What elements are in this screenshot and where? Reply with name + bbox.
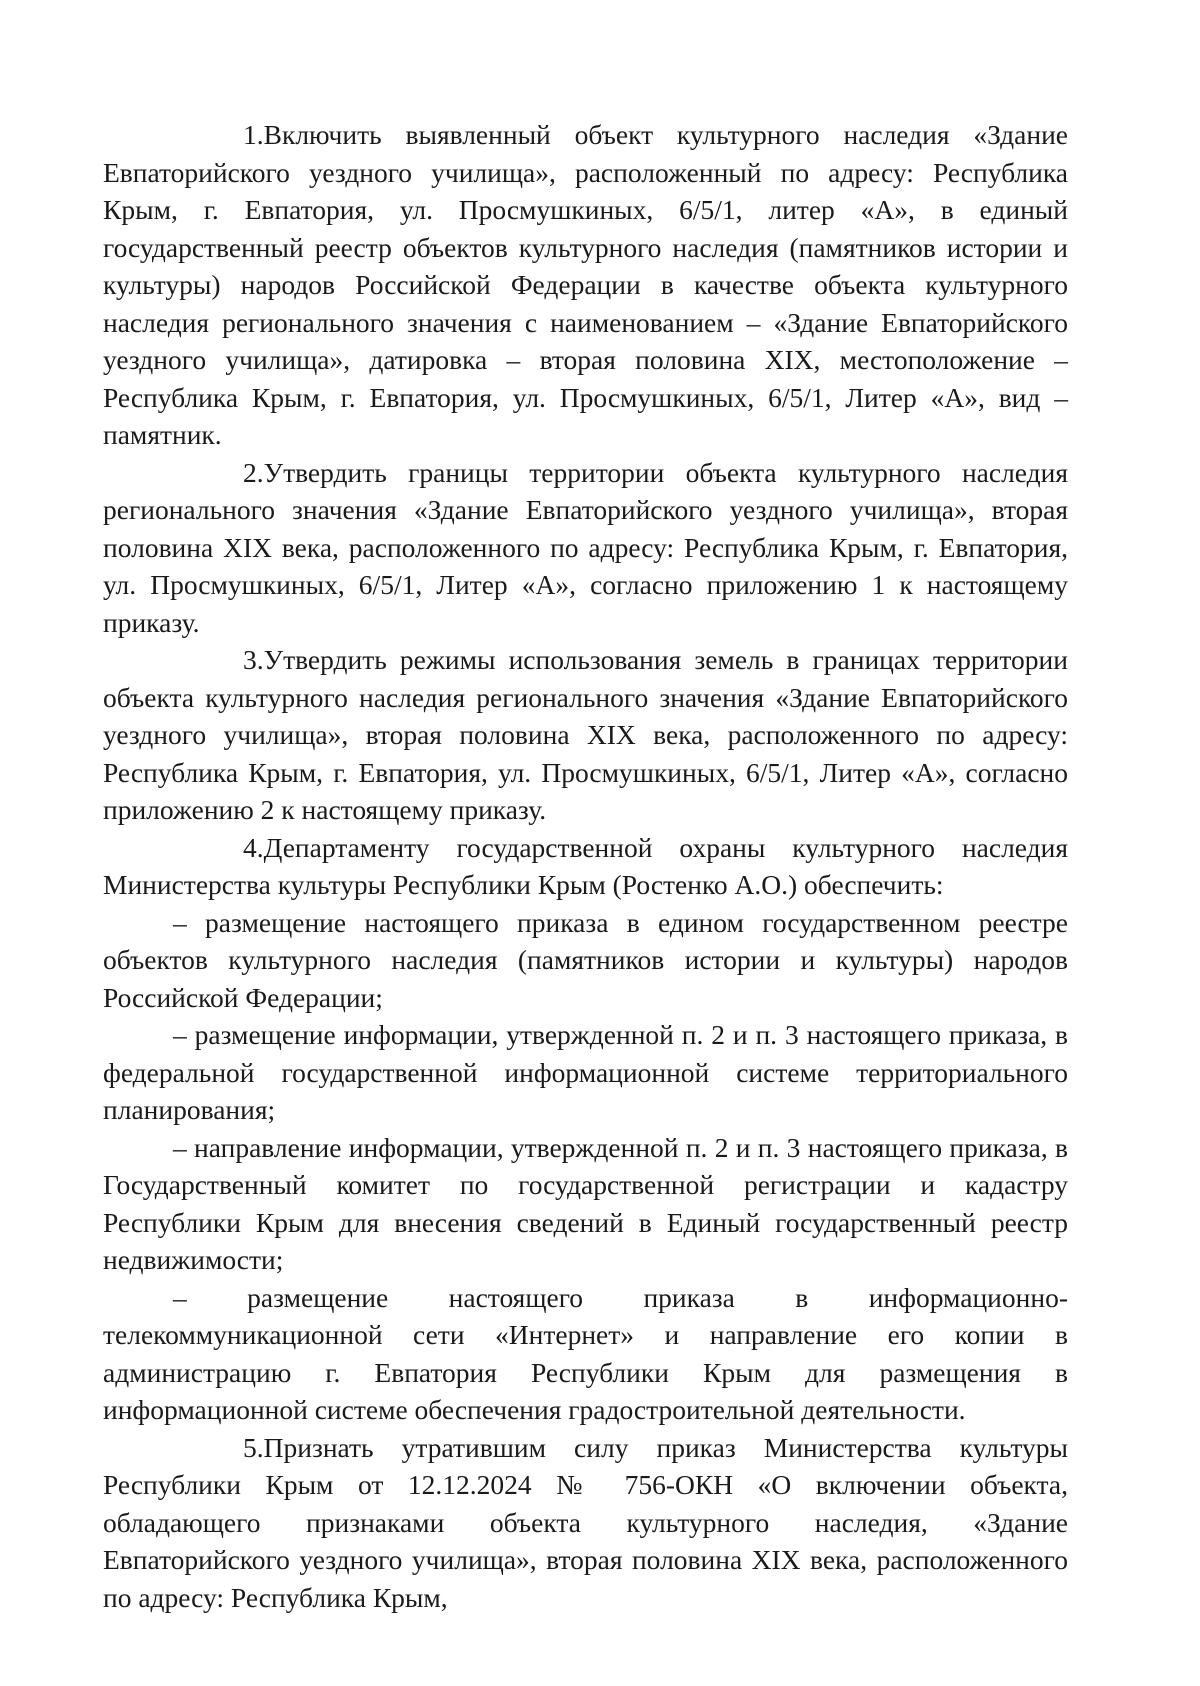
paragraph-text: Департаменту государственной охраны культурного наследия Министерства культуры Республики Крым (Ростенко А.О.) обеспечить:: [103, 831, 1068, 900]
paragraph-3: [103, 641, 1068, 829]
bullet-item-4: – размещение настоящего приказа в информационно-телекоммуникационной сети «Интернет» и направление его копии в администрацию г. Евпатория Республики Крым для размещения в информационной системе обеспечения градостроительной деятельности.: [103, 1281, 1068, 1425]
bullet-item-2: – размещение информации, утвержденной п. 2 и п. 3 настоящего приказа, в федеральной государственной информационной системе территориального планирования;: [103, 1019, 1068, 1125]
paragraph-number: 3.: [243, 644, 264, 675]
paragraph-text: Утвердить режимы использования земель в границах территории объекта культурного наследия регионального значения «Здание Евпаторийского уездного училища», вторая половина XIX века, расположенного по адресу: Республика Крым, г. Евпатория, ул. Просмушкиных, 6/5/1, Литер «А», согласно приложению 2 к настоящему приказу.: [103, 644, 1068, 825]
paragraph-number: 5.: [243, 1431, 264, 1463]
paragraph-4: [103, 829, 1068, 904]
bullet-item-1: – размещение настоящего приказа в едином государственном реестре объектов культурного наследия (памятников истории и культуры) народов Российской Федерации;: [103, 906, 1068, 1013]
paragraph-1: [103, 116, 1068, 454]
paragraph-number: 1.: [243, 119, 264, 150]
paragraph-text: Включить выявленный объект культурного наследия «Здание Евпаторийского уездного училища», расположенный по адресу: Республика Крым, г. Евпатория, ул. Просмушкиных, 6/5/1, литер «А», в единый государственный реестр объектов культурного наследия (памятников истории и культуры) народов Российской Федерации в качестве объекта культурного наследия регионального значения с наименованием – «Здание Евпаторийского уездного училища», датировка – вторая половина XIX, местоположение – Республика Крым, г. Евпатория, ул. Просмушкиных, 6/5/1, Литер «А», вид – памятник.: [103, 119, 1068, 450]
paragraph-number: 4.: [243, 831, 264, 863]
paragraph-number: 2.: [243, 456, 264, 488]
paragraph-5: [103, 1429, 1068, 1617]
paragraph-2: [103, 454, 1068, 642]
paragraph-text: Утвердить границы территории объекта культурного наследия регионального значения «Здание Евпаторийского уездного училища», вторая половина XIX века, расположенного по адресу: Республика Крым, г. Евпатория, ул. Просмушкиных, 6/5/1, Литер «А», согласно приложению 1 к настоящему приказу.: [103, 456, 1068, 638]
paragraph-text: Признать утратившим силу приказ Министерства культуры Республики Крым от 12.12.2024 № 756-ОКН «О включении объекта, обладающего признаками объекта культурного наследия, «Здание Евпаторийского уездного училища», вторая половина XIX века, расположенного по адресу: Республика Крым,: [103, 1431, 1068, 1613]
bullet-item-3: – направление информации, утвержденной п. 2 и п. 3 настоящего приказа, в Государственный комитет по государственной регистрации и кадастру Республики Крым для внесения сведений в Единый государственный реестр недвижимости;: [103, 1131, 1068, 1275]
